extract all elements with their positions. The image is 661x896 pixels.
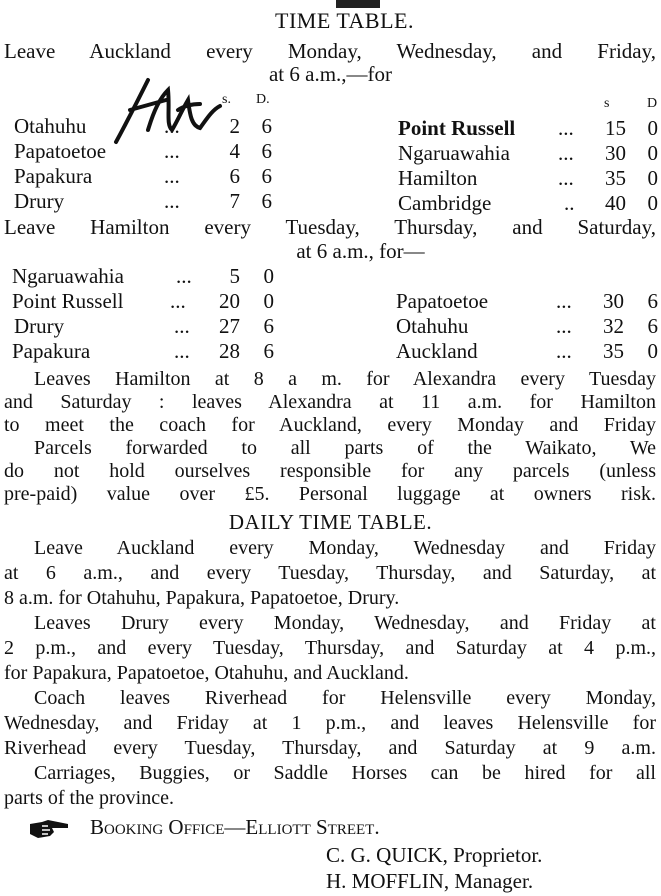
fare-row-dots: ... [174, 339, 190, 363]
fare-row-shillings: 32 [603, 314, 624, 338]
fare-row-place: Point Russell [398, 116, 516, 140]
printed-rule-fragment [336, 0, 380, 8]
fare-row-dots: ... [556, 339, 572, 363]
fare-row-shillings: 15 [605, 116, 626, 140]
fare-row-dots: ... [170, 289, 186, 313]
fare-row-shillings: 6 [229, 164, 240, 188]
note-line: to meet the coach for Auckland, every Monday and Friday [4, 414, 656, 436]
fare-row-place: Papakura [14, 164, 93, 188]
section2-departure-time: at 6 a.m., for— [296, 239, 425, 263]
handwritten-pen-mark [108, 70, 228, 150]
fare-row-dots: ... [556, 314, 572, 338]
fare-row-shillings: 20 [219, 289, 240, 313]
fare-row-pence: 6 [261, 114, 272, 138]
daily-line: parts of the province. [4, 787, 174, 809]
fare-row-pence: 6 [647, 289, 658, 313]
fare-row-place: Papatoetoe [14, 139, 107, 163]
fare-row-pence: 0 [647, 339, 658, 363]
fare-row-pence: 6 [263, 314, 274, 338]
fare-row-dots: ... [164, 189, 180, 213]
left-pence-header: D. [256, 92, 270, 107]
daily-line: Wednesday, and Friday at 1 p.m., and leaves Helensville for [4, 712, 656, 734]
fare-row-dots: ... [558, 116, 574, 140]
note-line: pre-paid) value over £5. Personal luggage at owners risk. [4, 483, 656, 505]
right-pence-header: D [647, 96, 658, 111]
note-line: Parcels forwarded to all parts of the Waikato, We [34, 437, 656, 459]
fare-row-pence: 6 [261, 164, 272, 188]
fare-row-place: Auckland [396, 339, 478, 363]
section1-departure-time: at 6 a.m.,—for [268, 62, 393, 86]
fare-row-dots: ... [556, 289, 572, 313]
fare-row-place: Ngaruawahia [398, 141, 510, 165]
fare-row-pence: 0 [263, 289, 274, 313]
fare-row-dots: ... [176, 264, 192, 288]
fare-row-shillings: 7 [229, 189, 240, 213]
manager-signature: H. MOFFLIN, Manager. [326, 869, 534, 893]
section1-departure-line: Leave Auckland every Monday, Wednesday, and Friday, [4, 39, 656, 63]
booking-office: Booking Office—Elliott Street. [90, 815, 380, 839]
fare-row-pence: 0 [647, 116, 658, 140]
section2-departure-line: Leave Hamilton every Tuesday, Thursday, and Saturday, [4, 215, 656, 239]
daily-line: Leaves Drury every Monday, Wednesday, and Friday at [34, 612, 656, 634]
fare-row-shillings: 35 [605, 166, 626, 190]
fare-row-pence: 6 [263, 339, 274, 363]
fare-row-place: Papatoetoe [396, 289, 489, 313]
fare-row-pence: 6 [261, 189, 272, 213]
time-table-title: TIME TABLE. [275, 8, 414, 33]
fare-row-shillings: 28 [219, 339, 240, 363]
fare-row-dots: ... [164, 164, 180, 188]
fare-row-shillings: 30 [603, 289, 624, 313]
note-line: do not hold ourselves responsible for any parcels (unless [4, 460, 656, 482]
fare-row-place: Drury [14, 314, 65, 338]
fare-row-shillings: 35 [603, 339, 624, 363]
proprietor-signature: C. G. QUICK, Proprietor. [326, 843, 543, 867]
fare-row-place: Otahuhu [14, 114, 87, 138]
fare-row-dots: .. [564, 191, 575, 215]
left-shillings-header: s. [222, 92, 231, 107]
fare-row-dots: ... [164, 139, 180, 163]
fare-row-pence: 0 [647, 166, 658, 190]
daily-line: Riverhead every Tuesday, Thursday, and Saturday at 9 a.m. [4, 737, 656, 759]
fare-row-dots: ... [558, 166, 574, 190]
fare-row-dots: ... [164, 114, 180, 138]
fare-row-shillings: 5 [229, 264, 240, 288]
fare-row-pence: 0 [647, 141, 658, 165]
fare-row-pence: 0 [647, 191, 658, 215]
daily-line: Leave Auckland every Monday, Wednesday and Friday [34, 537, 656, 559]
fare-row-place: Ngaruawahia [12, 264, 124, 288]
note-line: and Saturday : leaves Alexandra at 11 a.m. for Hamilton [4, 391, 656, 413]
fare-row-place: Drury [14, 189, 65, 213]
right-shillings-header: s [604, 96, 610, 111]
pointing-hand-icon [28, 818, 70, 840]
fare-row-pence: 6 [261, 139, 272, 163]
fare-row-pence: 0 [263, 264, 274, 288]
daily-line: Carriages, Buggies, or Saddle Horses can be hired for all [34, 762, 656, 784]
fare-row-pence: 6 [647, 314, 658, 338]
daily-line: for Papakura, Papatoetoe, Otahuhu, and Auckland. [4, 662, 409, 684]
fare-row-shillings: 4 [229, 139, 240, 163]
fare-row-place: Cambridge [398, 191, 492, 215]
daily-line: 2 p.m., and every Tuesday, Thursday, and Saturday at 4 p.m., [4, 637, 656, 659]
fare-row-place: Otahuhu [396, 314, 469, 338]
fare-row-place: Point Russell [12, 289, 124, 313]
fare-row-shillings: 27 [219, 314, 240, 338]
fare-row-shillings: 2 [229, 114, 240, 138]
daily-line: at 6 a.m., and every Tuesday, Thursday, and Saturday, at [4, 562, 656, 584]
daily-line: 8 a.m. for Otahuhu, Papakura, Papatoetoe, Drury. [4, 587, 400, 609]
fare-row-place: Hamilton [398, 166, 478, 190]
note-line: Leaves Hamilton at 8 a m. for Alexandra every Tuesday [34, 368, 656, 390]
fare-row-shillings: 30 [605, 141, 626, 165]
fare-row-shillings: 40 [605, 191, 626, 215]
fare-row-dots: ... [558, 141, 574, 165]
fare-row-place: Papakura [12, 339, 91, 363]
fare-row-dots: ... [174, 314, 190, 338]
daily-line: Coach leaves Riverhead for Helensville every Monday, [34, 687, 656, 709]
daily-time-table-title: DAILY TIME TABLE. [228, 510, 433, 534]
